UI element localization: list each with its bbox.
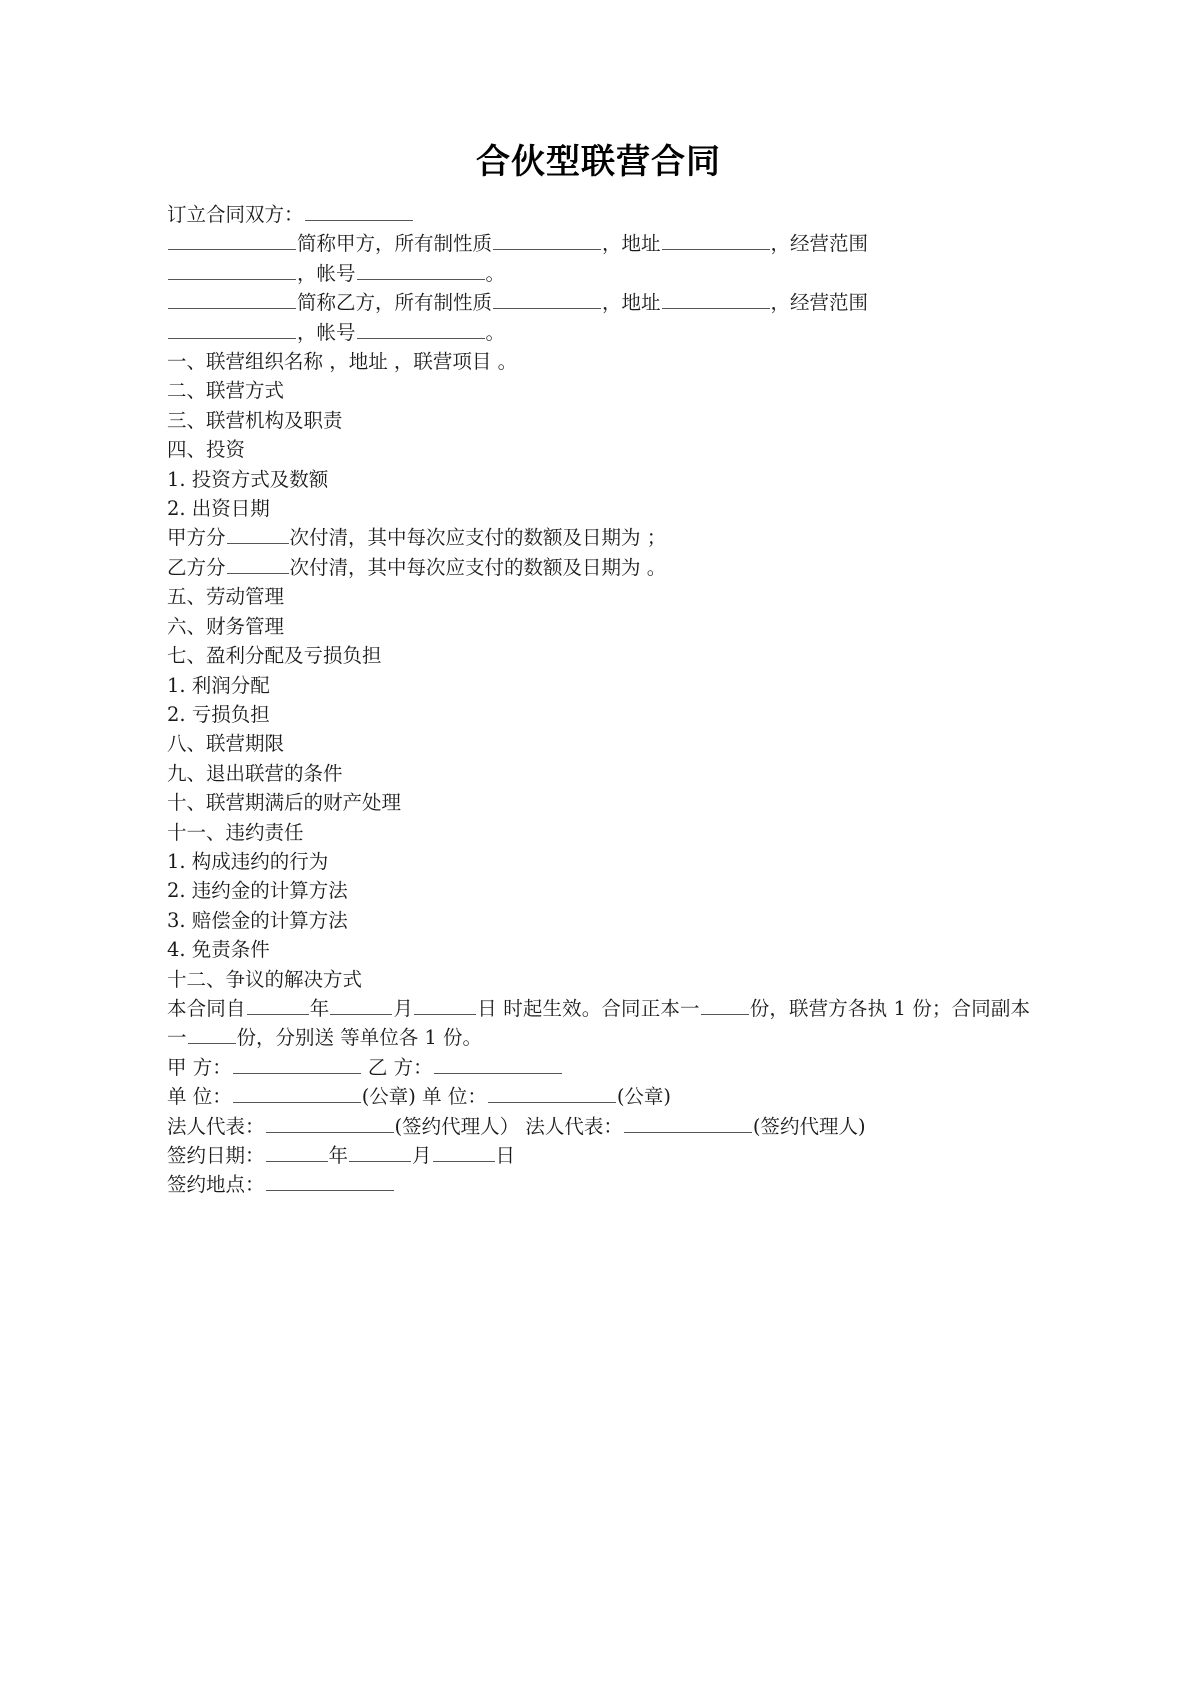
payment-b-suffix: 次付清，其中每次应支付的数额及日期为 。 [289, 555, 667, 579]
sign-date-year-blank[interactable] [266, 1144, 328, 1162]
agent-a-note: (签约代理人） [394, 1114, 520, 1138]
unit-b-label: 单 位： [422, 1085, 487, 1109]
payment-b-prefix: 乙方分 [167, 555, 226, 579]
signature-legal-reps-line [167, 1112, 1030, 1141]
payment-schedule-party-a [167, 523, 1030, 552]
party-a-signature-label: 甲 方： [167, 1055, 232, 1079]
clause-item: 2. 出资日期 [167, 497, 270, 521]
party-b-alias-label: 简称乙方，所有制性质 [297, 291, 493, 315]
clause-item: 1. 构成违约的行为 [167, 849, 329, 873]
effective-date-paragraph [167, 994, 1030, 1053]
clause-item: 4. 免责条件 [167, 938, 270, 962]
contract-body [167, 200, 1030, 1200]
sign-place-line [167, 1170, 1030, 1199]
party-b-address-label: ，地址 [602, 291, 661, 315]
legal-rep-b-blank[interactable] [624, 1115, 752, 1133]
clause-item: 一、联营组织名称 ，地址 ，联营项目 。 [167, 350, 518, 374]
sign-place-blank[interactable] [266, 1173, 394, 1191]
clause-item: 九、退出联营的条件 [167, 761, 343, 785]
payment-b-installments-blank[interactable] [227, 556, 289, 574]
parties-heading-line [167, 200, 1030, 229]
parties-heading-label: 订立合同双方： [167, 203, 304, 226]
party-a-scope-label: ，经营范围 [770, 232, 869, 256]
party-a-signature-blank[interactable] [233, 1056, 361, 1074]
party-a-line2-period: 。 [485, 261, 506, 285]
party-b-scope-blank[interactable] [168, 321, 296, 339]
original-copies-label: 份，联营方各执 1 份；合同副本一 [167, 996, 1030, 1050]
signature-units-line [167, 1082, 1030, 1111]
clause-item: 3. 赔偿金的计算方法 [167, 908, 348, 932]
party-a-address-label: ，地址 [602, 232, 661, 256]
sign-date-year-label: 年 [328, 1144, 349, 1167]
unit-a-label: 单 位： [167, 1085, 232, 1109]
legal-rep-b-label: 法人代表： [525, 1114, 623, 1138]
unit-a-blank[interactable] [233, 1085, 361, 1103]
clause-item: 三、联营机构及职责 [167, 408, 343, 432]
agent-b-note: (签约代理人) [752, 1114, 866, 1138]
party-a-alias-label: 简称甲方，所有制性质 [297, 232, 493, 256]
clause-item: 1. 利润分配 [167, 673, 270, 697]
party-a-line-1 [167, 229, 1030, 258]
legal-rep-a-label: 法人代表： [167, 1114, 265, 1138]
signature-parties-line [167, 1053, 1030, 1082]
party-b-scope-label: ，经营范围 [770, 291, 869, 315]
clause-item: 十、联营期满后的财产处理 [167, 791, 402, 815]
party-a-name-blank[interactable] [168, 232, 296, 250]
sign-date-day-blank[interactable] [433, 1144, 495, 1162]
sign-date-day-label: 日 [495, 1144, 516, 1167]
party-b-signature-blank[interactable] [434, 1056, 562, 1074]
clause-item: 五、劳动管理 [167, 585, 285, 609]
duplicate-copies-label: 份，分别送 等单位各 1 份。 [236, 1026, 483, 1050]
payment-a-installments-blank[interactable] [227, 526, 289, 544]
clause-item: 四、投资 [167, 438, 246, 462]
party-b-name-blank[interactable] [168, 291, 296, 309]
effective-month-label: 月 [393, 996, 414, 1020]
clause-item: 1. 投资方式及数额 [167, 467, 329, 491]
party-b-account-label: ，帐号 [297, 320, 356, 344]
party-b-ownership-blank[interactable] [493, 291, 601, 309]
payment-schedule-party-b [167, 553, 1030, 582]
party-a-account-blank[interactable] [357, 262, 485, 280]
effective-month-blank[interactable] [330, 997, 392, 1015]
payment-a-prefix: 甲方分 [167, 526, 226, 550]
clause-item: 2. 违约金的计算方法 [167, 879, 348, 903]
payment-a-suffix: 次付清，其中每次应支付的数额及日期为 ； [289, 526, 667, 550]
party-a-account-label: ，帐号 [297, 261, 356, 285]
original-copies-blank[interactable] [701, 997, 749, 1015]
party-a-ownership-blank[interactable] [493, 232, 601, 250]
effective-prefix: 本合同自 [167, 996, 246, 1020]
sign-date-label: 签约日期： [167, 1144, 265, 1167]
clause-item: 六、财务管理 [167, 614, 285, 638]
party-b-line-1 [167, 288, 1030, 317]
clause-item: 十二、争议的解决方式 [167, 967, 363, 991]
party-b-signature-label: 乙 方： [367, 1055, 433, 1079]
sign-place-label: 签约地点： [167, 1173, 265, 1197]
party-b-account-blank[interactable] [357, 321, 485, 339]
unit-b-seal-note: (公章) [616, 1085, 672, 1109]
unit-a-seal-note: (公章) [361, 1085, 416, 1109]
clause-item: 2. 亏损负担 [167, 702, 270, 726]
effective-day-label: 日 时起生效。合同正本一 [477, 996, 700, 1020]
effective-year-label: 年 [309, 996, 330, 1020]
party-a-address-blank[interactable] [662, 232, 770, 250]
clause-item: 二、联营方式 [167, 379, 285, 403]
effective-year-blank[interactable] [247, 997, 309, 1015]
party-b-address-blank[interactable] [662, 291, 770, 309]
duplicate-copies-blank[interactable] [188, 1026, 236, 1044]
unit-b-blank[interactable] [488, 1085, 616, 1103]
effective-day-blank[interactable] [414, 997, 476, 1015]
clause-item: 十一、违约责任 [167, 820, 304, 844]
clause-item: 七、盈利分配及亏损负担 [167, 644, 382, 668]
page-title: 合伙型联营合同 [476, 142, 721, 182]
party-a-scope-blank[interactable] [168, 262, 296, 280]
parties-blank[interactable] [305, 203, 413, 221]
sign-date-line [167, 1141, 1030, 1170]
sign-date-month-label: 月 [412, 1144, 432, 1167]
clause-item: 八、联营期限 [167, 732, 285, 756]
party-b-line-2 [167, 318, 1030, 347]
sign-date-month-blank[interactable] [349, 1144, 411, 1162]
party-a-line-2 [167, 259, 1030, 288]
party-b-line2-period: 。 [485, 320, 506, 344]
legal-rep-a-blank[interactable] [266, 1115, 394, 1133]
